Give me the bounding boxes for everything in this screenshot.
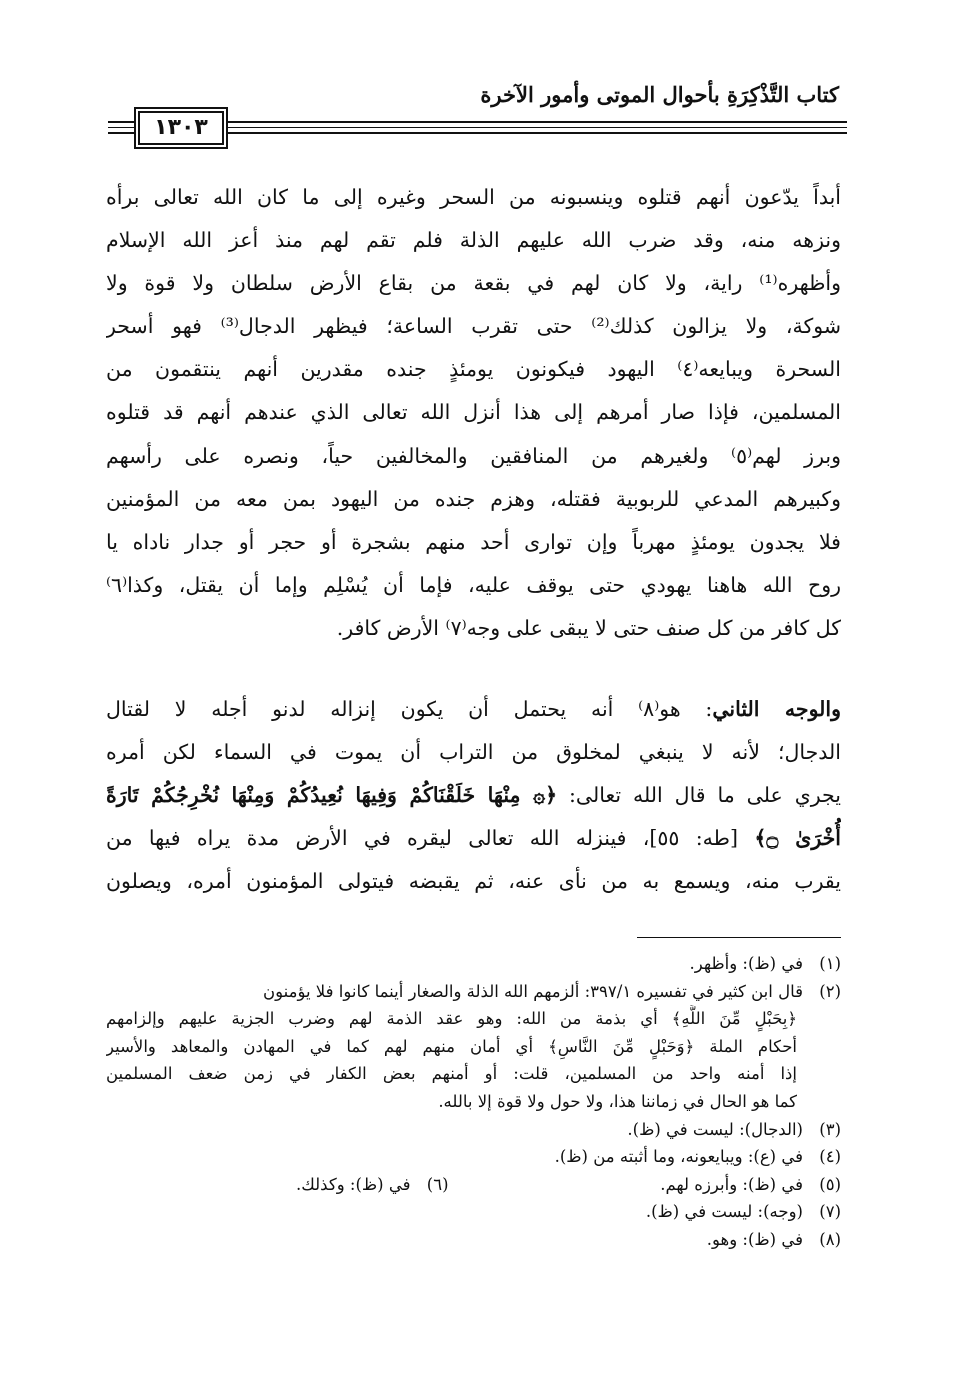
footnote-number: (٣) — [819, 1119, 841, 1139]
footnote-text: في (ظ): وهو. — [706, 1229, 803, 1249]
running-title: كتاب التَّذْكِرَةِ بأحوال الموتى وأمور الآخرة — [480, 82, 839, 107]
footnote-number: (١) — [819, 954, 841, 973]
footnote-rule — [637, 937, 841, 938]
text-line: يقرب منه، ويسمع به من نأى عنه، ثم يقبضه فيتولى المؤمنون أمره، ويصلون — [106, 869, 841, 894]
text-line: شوكة، ولا يزالون كذلك⁽²⁾ حتى تقرب الساعة؛ فيظهر الدجال⁽³⁾ فهو أسحر — [106, 314, 841, 339]
text-span: [طه: ٥٥]، فينزله الله تعالى ليقره في الأرض مدة يراه فيها من — [106, 826, 755, 851]
text-line: أبداً يدّعون أنهم قتلوه وينسبونه من السحر وغيره إلى ما كان الله تعالى برأه — [106, 185, 841, 209]
footnote-8 — [106, 1226, 841, 1254]
quran-verse: ﴿۞ مِنْهَا خَلَقْنَاكُمْ وَفِيهَا نُعِيدُكُمْ وَمِنْهَا نُخْرِجُكُمْ تَارَةً — [106, 783, 558, 808]
footnote-text: أحكام الملة ﴿وَحَبْلٍ مِّنَ النَّاسِ﴾ أي أمان منهم لهم كما في المهادن والمعاهد والأسير — [106, 1036, 797, 1056]
text-line: كل كافر من كل صنف حتى لا يبقى على وجه⁽٧⁾ الأرض كافر. — [336, 615, 841, 640]
paragraph-1 — [106, 176, 841, 650]
footnote-number: (٢) — [819, 981, 841, 1001]
paragraph-2 — [106, 688, 841, 903]
footnote-number: (٨) — [819, 1229, 841, 1249]
footnote-5 — [106, 1171, 841, 1199]
footnote-text: في (ظ): وأظهر. — [689, 954, 803, 973]
text-line: وبرز لهم⁽٥⁾ ولغيرهم من المنافقين والمخالفين حياً، ونصره على رأسهم — [106, 443, 841, 468]
footnote-text: قال ابن كثير في تفسيره ٣٩٧/١: ألزمهم الله الذلة والصغار أينما كانوا فلا يؤمنون — [262, 981, 803, 1001]
page-number: ١٣٠٣ — [138, 111, 224, 145]
footnote-4 — [106, 1143, 841, 1171]
footnote-7 — [106, 1198, 841, 1226]
footnote-1 — [106, 950, 841, 978]
footnote-text: في (ظ): وأبرزه لهم. — [660, 1174, 803, 1194]
footnote-text: (الدجال): ليست في (ظ). — [627, 1119, 803, 1139]
footnotes — [106, 950, 841, 1254]
footnote-text: (وجه): ليست في (ظ). — [645, 1202, 803, 1222]
text-line: المسلمين، فإذا صار أمرهم إلى هذا أنزل الله تعالى الذي عندهم أنهم قد قتلوه — [106, 400, 841, 425]
footnote-2 — [106, 978, 841, 1006]
text-span: يجري على ما قال الله تعالى: — [557, 783, 841, 808]
footnote-text: في (ع): ويبايعونه، وما أثبته من (ظ). — [554, 1147, 803, 1167]
footnote-number: (٦) — [426, 1174, 449, 1194]
footnote-text: كما هو الحال في زماننا هذا، ولا حول ولا قوة إلا بالله. — [438, 1091, 797, 1111]
footnote-number: (٧) — [819, 1202, 841, 1222]
text-line: روح الله هاهنا يهودي حتى يوقف عليه، فإما أن يُسْلِم وإما أن يقتل، وكذا⁽٦⁾ — [106, 572, 841, 597]
text-line: وكبيرهم المدعي للربوبية فقتله، وهزم جنده من اليهود بمن معه من المؤمنين — [106, 486, 841, 511]
text-line — [106, 817, 841, 860]
quran-verse: أُخْرَىٰ ۝﴾ — [754, 826, 841, 851]
text-span: : هو⁽٨⁾ أنه يحتمل أن يكون إنزاله لدنو أجله لا لقتال — [106, 697, 713, 721]
footnote-6 — [296, 1171, 449, 1199]
footnote-3 — [106, 1116, 841, 1144]
text-line: الدجال؛ لأنه لا ينبغي لمخلوق من التراب أن يموت في السماء لكن أمره — [106, 740, 841, 765]
text-line — [106, 774, 841, 817]
footnote-text: في (ظ): وكذلك. — [296, 1174, 411, 1194]
footnote-number: (٥) — [819, 1174, 841, 1194]
text-line — [106, 688, 841, 731]
footnote-number: (٤) — [819, 1147, 841, 1167]
text-line: السحرة ويبايعه⁽٤⁾ اليهود فيكونون يومئذٍ جنده مقدرين أنهم ينتقمون من — [106, 357, 841, 382]
section-lead: والوجه الثاني — [712, 697, 841, 721]
text-line: فلا يجدون يومئذٍ مهرباً وإن توارى أحد منهم بشجرة أو حجر أو جدار ناداه يا — [106, 529, 841, 554]
footnote-text: إذا أمنه واحد من المسلمين، قلت: أو أمنهم بعض الكفار في زمن ضعف المسلمين — [106, 1064, 797, 1084]
footnote-text: ﴿بِحَبْلٍ مِّنَ اللَّهِ﴾ أي بذمة من الله: وهو عقد الذمة لهم وضرب الجزية عليهم وإلزامهم — [106, 1009, 797, 1029]
text-line: ونزهه منه، وقد ضرب الله عليهم الذلة فلم تقم لهم منذ أعز الله الإسلام — [106, 228, 841, 253]
text-line: وأظهره⁽¹⁾ راية، ولا كان لهم في بقعة من بقاع الأرض سلطان ولا قوة ولا — [106, 271, 841, 296]
